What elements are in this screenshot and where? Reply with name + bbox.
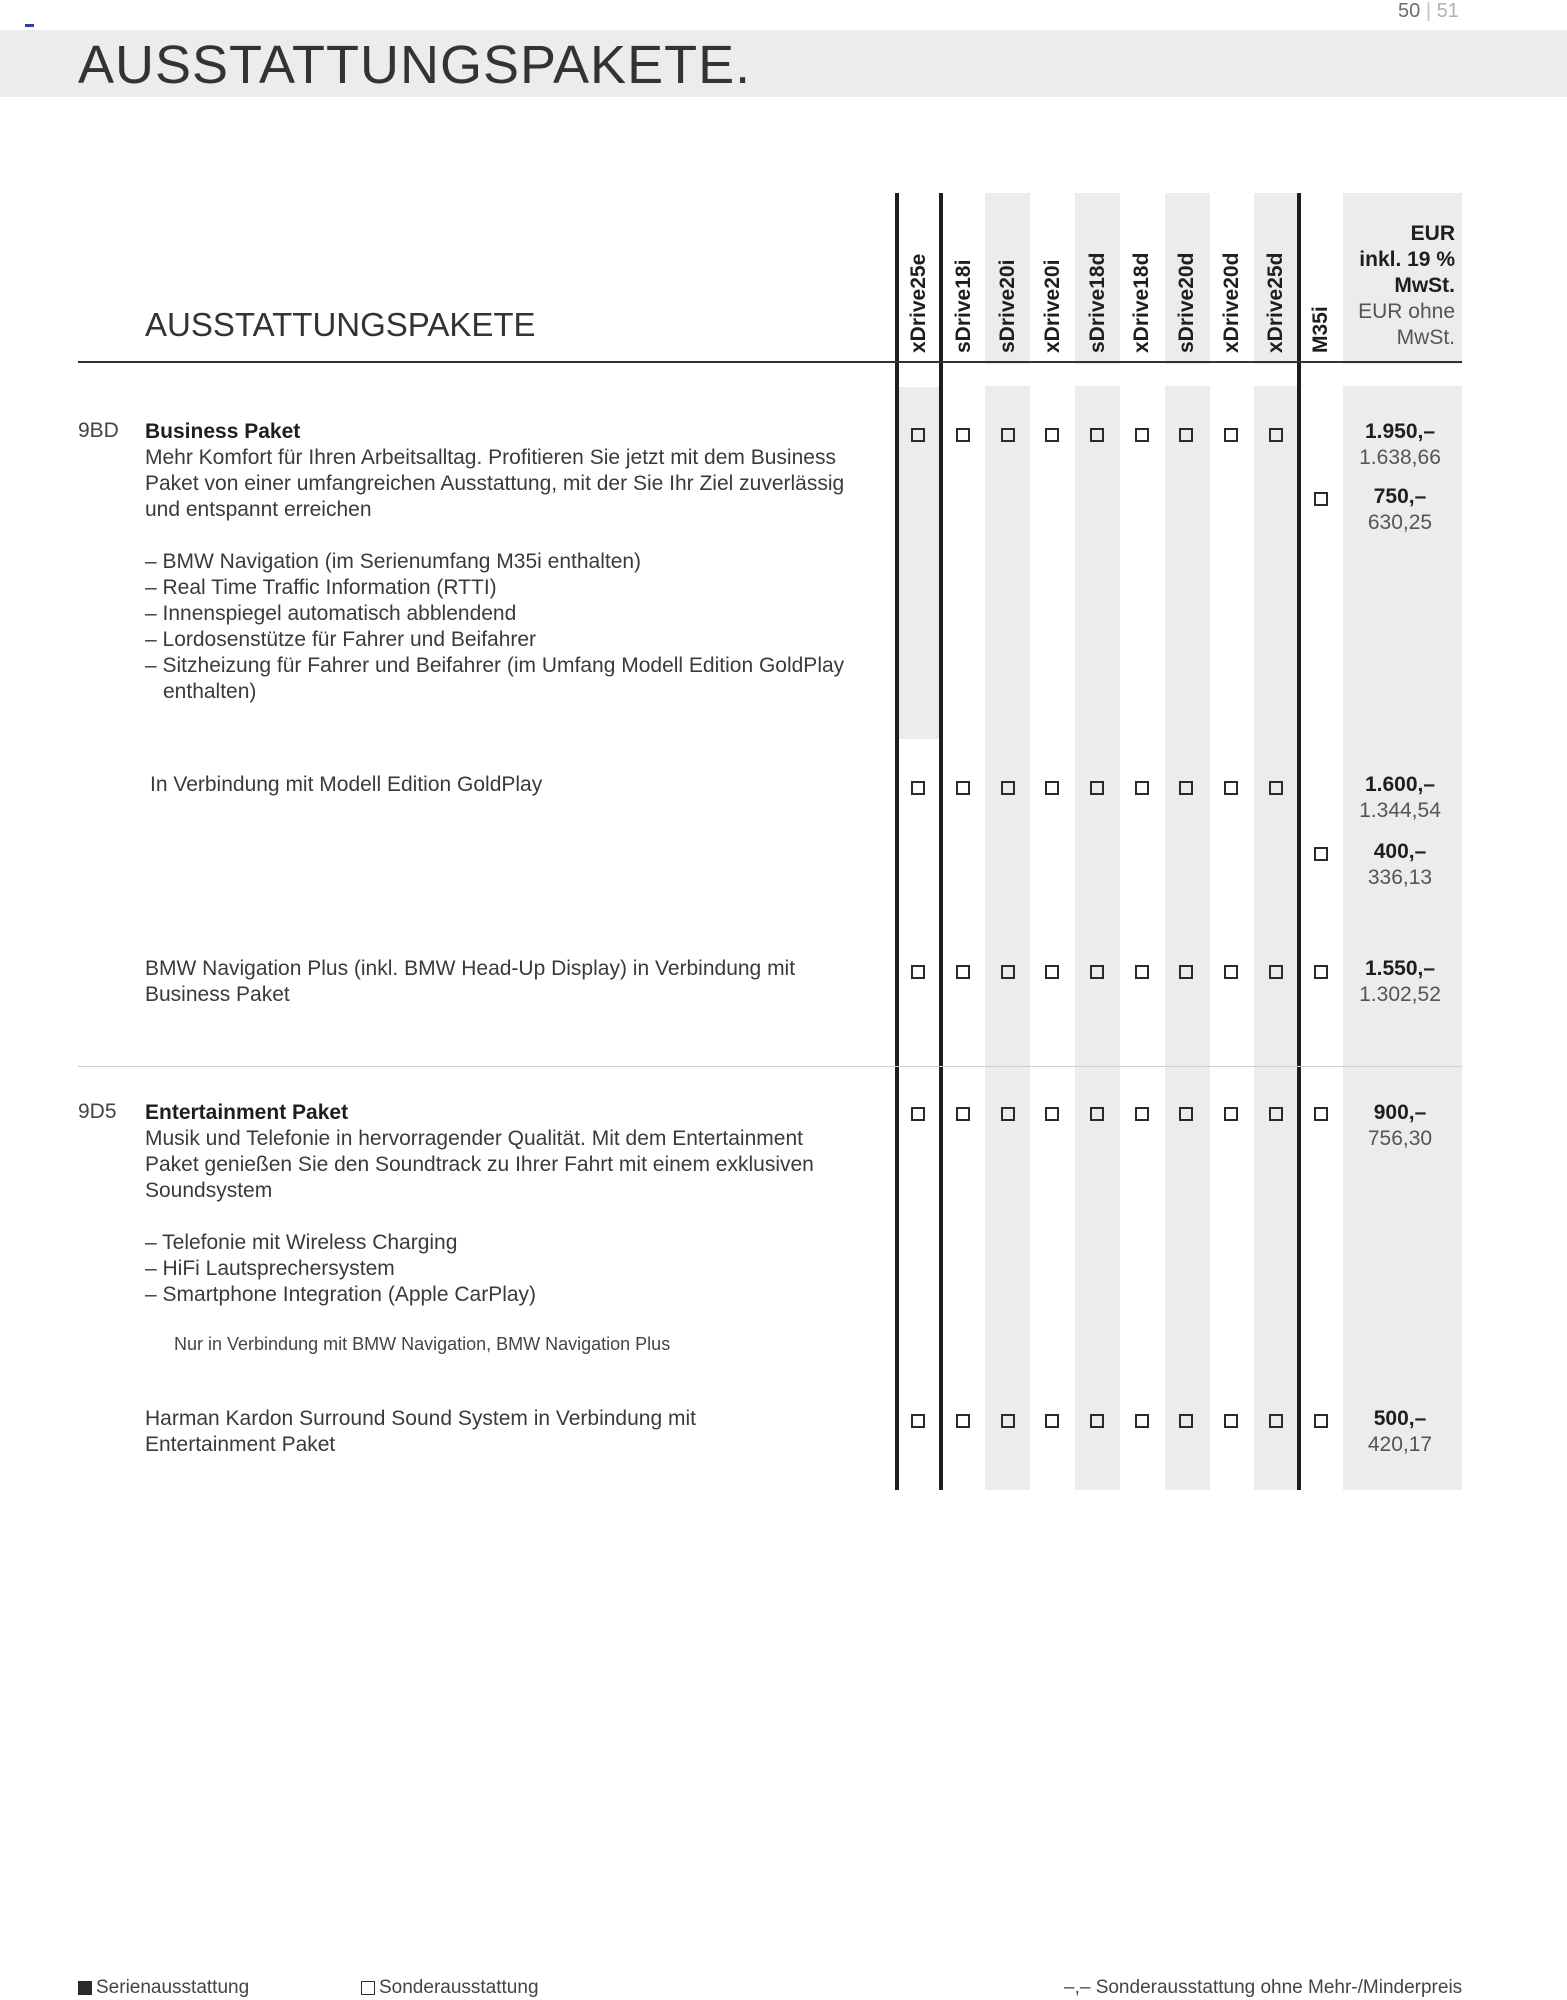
option-checkbox-icon (956, 428, 970, 442)
legend-optional (361, 1977, 539, 1999)
legend-standard-label: Serienausstattung (96, 1977, 250, 1998)
package-items (145, 1230, 845, 1308)
option-checkbox-icon (1179, 428, 1193, 442)
option-checkbox-icon (1179, 1414, 1193, 1428)
list-item: – HiFi Lautsprechersystem (145, 1257, 395, 1280)
price-cell: 500,– 420,17 (1367, 1407, 1433, 1456)
option-checkbox-icon (1224, 781, 1238, 795)
option-checkbox-icon (1314, 847, 1328, 861)
option-checkbox-icon (1001, 428, 1015, 442)
column-band (1165, 193, 1210, 1490)
column-header: xDrive20i (1041, 259, 1064, 353)
option-checkbox-icon (911, 1414, 925, 1428)
column-rule (1297, 193, 1301, 1490)
option-checkbox-icon (956, 1107, 970, 1121)
list-item: – Sitzheizung für Fahrer und Beifahrer (im Umfang Modell Edition GoldPlay enthalten) (145, 654, 845, 703)
package-name: Entertainment Paket (145, 1101, 349, 1124)
option-checkbox-icon (1224, 428, 1238, 442)
option-checkbox-icon (1135, 965, 1149, 979)
option-checkbox-icon (1090, 1414, 1104, 1428)
option-checkbox-icon (1269, 1107, 1283, 1121)
option-checkbox-icon (1269, 1414, 1283, 1428)
option-checkbox-icon (1135, 1107, 1149, 1121)
variant-label: In Verbindung mit Modell Edition GoldPlay (150, 773, 543, 796)
option-checkbox-icon (1045, 781, 1059, 795)
list-item: – Innenspiegel automatisch abblendend (145, 602, 517, 625)
column-header: M35i (1309, 306, 1332, 353)
package-text: Mehr Komfort für Ihren Arbeitsalltag. Profitieren Sie jetzt mit dem Business Paket von einer umfangreichen Ausstattung, mit der Sie Ihr Ziel zuverlässig und entspannt erreichen (145, 446, 845, 521)
option-checkbox-icon (1001, 1414, 1015, 1428)
column-band (1075, 193, 1120, 1490)
option-checkbox-icon (1001, 1107, 1015, 1121)
option-checkbox-icon (956, 965, 970, 979)
legend-no-price (1064, 1977, 1462, 1999)
option-checkbox-icon (911, 781, 925, 795)
package-note: Nur in Verbindung mit BMW Navigation, BMW Navigation Plus (174, 1334, 671, 1354)
column-header: sDrive20d (1175, 252, 1198, 353)
price-cell: 1.550,– 1.302,52 (1359, 957, 1441, 1006)
option-checkbox-icon (1179, 965, 1193, 979)
package-text: Musik und Telefonie in hervorragender Qualität. Mit dem Entertainment Paket genießen Sie den Soundtrack zu Ihrer Fahrt mit einem exklusiven Soundsystem (145, 1127, 814, 1202)
option-checkbox-icon (1269, 965, 1283, 979)
column-header: xDrive25e (907, 253, 930, 353)
option-checkbox-icon (956, 1414, 970, 1428)
option-checkbox-icon (1224, 1414, 1238, 1428)
option-checkbox-icon (1045, 1414, 1059, 1428)
option-checkbox-icon (956, 781, 970, 795)
legend-no-price-label: –,– Sonderausstattung ohne Mehr-/Minderpreis (1064, 1977, 1463, 1998)
option-checkbox-icon (1314, 492, 1328, 506)
page-number-separator: | (1425, 0, 1432, 22)
package-code: 9BD (78, 419, 119, 442)
legend-standard (78, 1977, 249, 1999)
option-checkbox-icon (1001, 965, 1015, 979)
column-rule (939, 193, 943, 1490)
option-checkbox-icon (1045, 1107, 1059, 1121)
column-band (1254, 193, 1299, 1490)
price-header: EUR inkl. 19 % MwSt. EUR ohne MwSt. (1358, 222, 1455, 349)
option-checkbox-icon (1179, 1107, 1193, 1121)
price-cell-m35i: 750,– 630,25 (1367, 485, 1433, 534)
option-checkbox-icon (1090, 965, 1104, 979)
package-description (145, 419, 885, 705)
page-number (1398, 0, 1459, 23)
package-description (145, 1100, 845, 1308)
price-cell: 900,– 756,30 (1367, 1101, 1433, 1150)
option-checkbox-icon (911, 428, 925, 442)
column-header: xDrive20d (1220, 252, 1243, 353)
option-checkbox-icon (911, 1107, 925, 1121)
filled-square-icon (78, 1981, 92, 1995)
header-gap (896, 364, 1462, 386)
variant-label: Harman Kardon Surround Sound System in Verbindung mit Entertainment Paket (145, 1407, 696, 1456)
list-item: – Telefonie mit Wireless Charging (145, 1231, 458, 1254)
legend-optional-label: Sonderausstattung (379, 1977, 539, 1998)
option-checkbox-icon (1224, 965, 1238, 979)
page-number-left: 50 (1398, 0, 1421, 22)
option-checkbox-icon (1224, 1107, 1238, 1121)
package-code: 9D5 (78, 1100, 117, 1123)
open-square-icon (361, 1981, 375, 1995)
list-item: – BMW Navigation (im Serienumfang M35i enthalten) (145, 550, 642, 573)
column-header: xDrive25d (1264, 252, 1287, 353)
option-checkbox-icon (1179, 781, 1193, 795)
column-header: sDrive18i (952, 259, 975, 353)
page-title: AUSSTATTUNGSPAKETE. (78, 35, 752, 95)
option-checkbox-icon (1090, 781, 1104, 795)
option-checkbox-icon (1045, 965, 1059, 979)
price-cell-m35i: 400,– 336,13 (1367, 840, 1433, 889)
column-header: xDrive18d (1130, 252, 1153, 353)
column-header: sDrive18d (1086, 252, 1109, 353)
variant-label: BMW Navigation Plus (inkl. BMW Head-Up Display) in Verbindung mit Business Paket (145, 957, 796, 1006)
column-header: sDrive20i (996, 259, 1019, 353)
option-checkbox-icon (1314, 965, 1328, 979)
option-checkbox-icon (1135, 1414, 1149, 1428)
column-band (985, 193, 1030, 1490)
option-checkbox-icon (911, 965, 925, 979)
option-checkbox-icon (1314, 1414, 1328, 1428)
header-rule (78, 361, 1462, 363)
price-cell: 1.950,– 1.638,66 (1359, 420, 1441, 469)
list-item: – Lordosenstütze für Fahrer und Beifahrer (145, 628, 537, 651)
option-checkbox-icon (1269, 428, 1283, 442)
column-rule (895, 193, 899, 1490)
section-divider (78, 1066, 1462, 1067)
option-checkbox-icon (1001, 781, 1015, 795)
table-heading: AUSSTATTUNGSPAKETE (145, 306, 536, 343)
package-items (145, 549, 885, 705)
option-checkbox-icon (1314, 1107, 1328, 1121)
option-checkbox-icon (1269, 781, 1283, 795)
list-item: – Real Time Traffic Information (RTTI) (145, 576, 497, 599)
page-number-right: 51 (1436, 0, 1459, 22)
option-checkbox-icon (1135, 781, 1149, 795)
list-item: – Smartphone Integration (Apple CarPlay) (145, 1283, 537, 1306)
option-checkbox-icon (1045, 428, 1059, 442)
option-checkbox-icon (1090, 428, 1104, 442)
price-cell: 1.600,– 1.344,54 (1359, 773, 1441, 822)
option-checkbox-icon (1090, 1107, 1104, 1121)
package-name: Business Paket (145, 420, 301, 443)
option-checkbox-icon (1135, 428, 1149, 442)
